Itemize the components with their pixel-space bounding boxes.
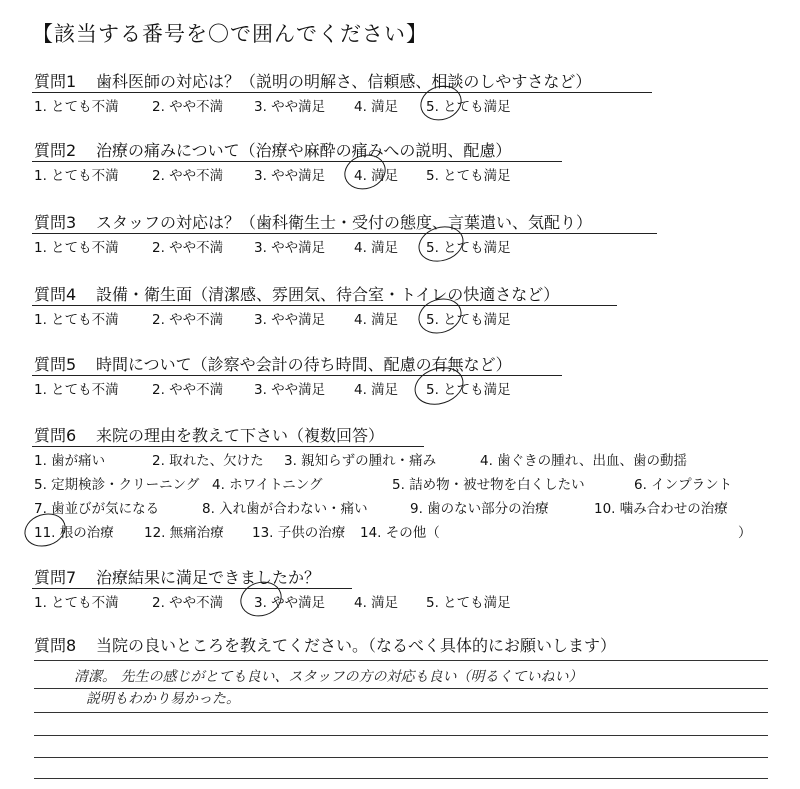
answer-line xyxy=(34,778,768,779)
answer-line xyxy=(34,712,768,713)
q7-option-2[interactable]: 2. やや不満 xyxy=(152,595,224,611)
q5-option-5[interactable]: 5. とても満足 xyxy=(426,382,511,398)
question-number: 質問1 xyxy=(34,72,77,91)
q6-option[interactable]: 6. インプラント xyxy=(634,477,733,493)
q6-option[interactable]: 10. 噛み合わせの治療 xyxy=(594,501,728,517)
q4-option-1[interactable]: 1. とても不満 xyxy=(34,312,119,328)
question-3 xyxy=(34,210,592,233)
q6-other-close: ） xyxy=(738,525,752,541)
q5-option-2[interactable]: 2. やや不満 xyxy=(152,382,224,398)
q6-option[interactable]: 11. 根の治療 xyxy=(34,525,114,541)
question-text: 治療の痛みについて（治療や麻酔の痛みへの説明、配慮） xyxy=(96,141,512,160)
q7-option-1[interactable]: 1. とても不満 xyxy=(34,595,119,611)
handwritten-answer-line-2: 説明もわかり易かった。 xyxy=(86,691,240,707)
q5-option-3[interactable]: 3. やや満足 xyxy=(254,382,326,398)
q3-option-3[interactable]: 3. やや満足 xyxy=(254,240,326,256)
q3-option-2[interactable]: 2. やや不満 xyxy=(152,240,224,256)
q3-option-4[interactable]: 4. 満足 xyxy=(354,240,399,256)
q6-option[interactable]: 4. ホワイトニング xyxy=(212,477,323,493)
question-text: 来院の理由を教えて下さい（複数回答） xyxy=(96,426,385,445)
question-number: 質問7 xyxy=(34,568,77,587)
question-number: 質問3 xyxy=(34,213,77,232)
question-2 xyxy=(34,138,511,161)
question-underline xyxy=(32,446,424,447)
question-underline xyxy=(32,375,562,376)
question-7 xyxy=(34,565,320,588)
q1-option-5[interactable]: 5. とても満足 xyxy=(426,99,511,115)
q6-option[interactable]: 13. 子供の治療 xyxy=(252,525,346,541)
q2-option-3[interactable]: 3. やや満足 xyxy=(254,168,326,184)
question-underline xyxy=(32,161,562,162)
q6-option[interactable]: 12. 無痛治療 xyxy=(144,525,224,541)
q5-option-4[interactable]: 4. 満足 xyxy=(354,382,399,398)
question-text: 設備・衛生面（清潔感、雰囲気、待合室・トイレの快適さなど） xyxy=(96,285,560,304)
q3-option-1[interactable]: 1. とても不満 xyxy=(34,240,119,256)
question-number: 質問8 xyxy=(34,636,77,655)
q6-option[interactable]: 8. 入れ歯が合わない・痛い xyxy=(202,501,368,517)
question-underline xyxy=(32,92,652,93)
question-number: 質問6 xyxy=(34,426,77,445)
q2-option-5[interactable]: 5. とても満足 xyxy=(426,168,511,184)
answer-line xyxy=(34,735,768,736)
q4-option-3[interactable]: 3. やや満足 xyxy=(254,312,326,328)
q4-option-2[interactable]: 2. やや不満 xyxy=(152,312,224,328)
question-text: スタッフの対応は？（歯科衛生士・受付の態度、言葉遣い、気配り） xyxy=(96,213,593,232)
question-1 xyxy=(34,69,591,92)
q6-option[interactable]: 4. 歯ぐきの腫れ、出血、歯の動揺 xyxy=(480,453,687,469)
question-4 xyxy=(34,282,559,305)
q6-option[interactable]: 2. 取れた、欠けた xyxy=(152,453,264,469)
q1-option-2[interactable]: 2. やや不満 xyxy=(152,99,224,115)
question-6 xyxy=(34,423,384,446)
answer-line xyxy=(34,660,768,661)
answer-line xyxy=(34,757,768,758)
question-number: 質問4 xyxy=(34,285,77,304)
question-text: 治療結果に満足できましたか？ xyxy=(96,568,321,587)
q6-option[interactable]: 9. 歯のない部分の治療 xyxy=(410,501,549,517)
question-text: 歯科医師の対応は？（説明の明解さ、信頼感、相談のしやすさなど） xyxy=(96,72,592,91)
q6-option[interactable]: 5. 詰め物・被せ物を白くしたい xyxy=(392,477,585,493)
q4-option-4[interactable]: 4. 満足 xyxy=(354,312,399,328)
q6-option[interactable]: 1. 歯が痛い xyxy=(34,453,106,469)
q6-option-other[interactable]: 14. その他（ xyxy=(360,525,440,541)
question-number: 質問2 xyxy=(34,141,77,160)
q2-option-1[interactable]: 1. とても不満 xyxy=(34,168,119,184)
q1-option-4[interactable]: 4. 満足 xyxy=(354,99,399,115)
handwritten-answer-line-1: 清潔。 先生の感じがとても良い、スタッフの方の対応も良い（明るくていねい） xyxy=(74,669,583,685)
question-underline xyxy=(32,588,352,589)
q3-option-5[interactable]: 5. とても満足 xyxy=(426,240,511,256)
q7-option-4[interactable]: 4. 満足 xyxy=(354,595,399,611)
question-underline xyxy=(32,233,657,234)
question-8 xyxy=(34,633,616,656)
q1-option-3[interactable]: 3. やや満足 xyxy=(254,99,326,115)
q1-option-1[interactable]: 1. とても不満 xyxy=(34,99,119,115)
survey-title: 【該当する番号を〇で囲んでください】 xyxy=(32,22,428,46)
q6-option[interactable]: 3. 親知らずの腫れ・痛み xyxy=(284,453,437,469)
q6-option[interactable]: 5. 定期検診・クリーニング xyxy=(34,477,200,493)
q7-option-5[interactable]: 5. とても満足 xyxy=(426,595,511,611)
q2-option-2[interactable]: 2. やや不満 xyxy=(152,168,224,184)
q4-option-5[interactable]: 5. とても満足 xyxy=(426,312,511,328)
question-text: 時間について（診察や会計の待ち時間、配慮の有無など） xyxy=(96,355,512,374)
question-text: 当院の良いところを教えてください。（なるべく具体的にお願いします） xyxy=(96,636,617,655)
q5-option-1[interactable]: 1. とても不満 xyxy=(34,382,119,398)
q6-option[interactable]: 7. 歯並びが気になる xyxy=(34,501,160,517)
question-number: 質問5 xyxy=(34,355,77,374)
q2-option-4[interactable]: 4. 満足 xyxy=(354,168,399,184)
question-underline xyxy=(32,305,617,306)
q7-option-3[interactable]: 3. やや満足 xyxy=(254,595,326,611)
